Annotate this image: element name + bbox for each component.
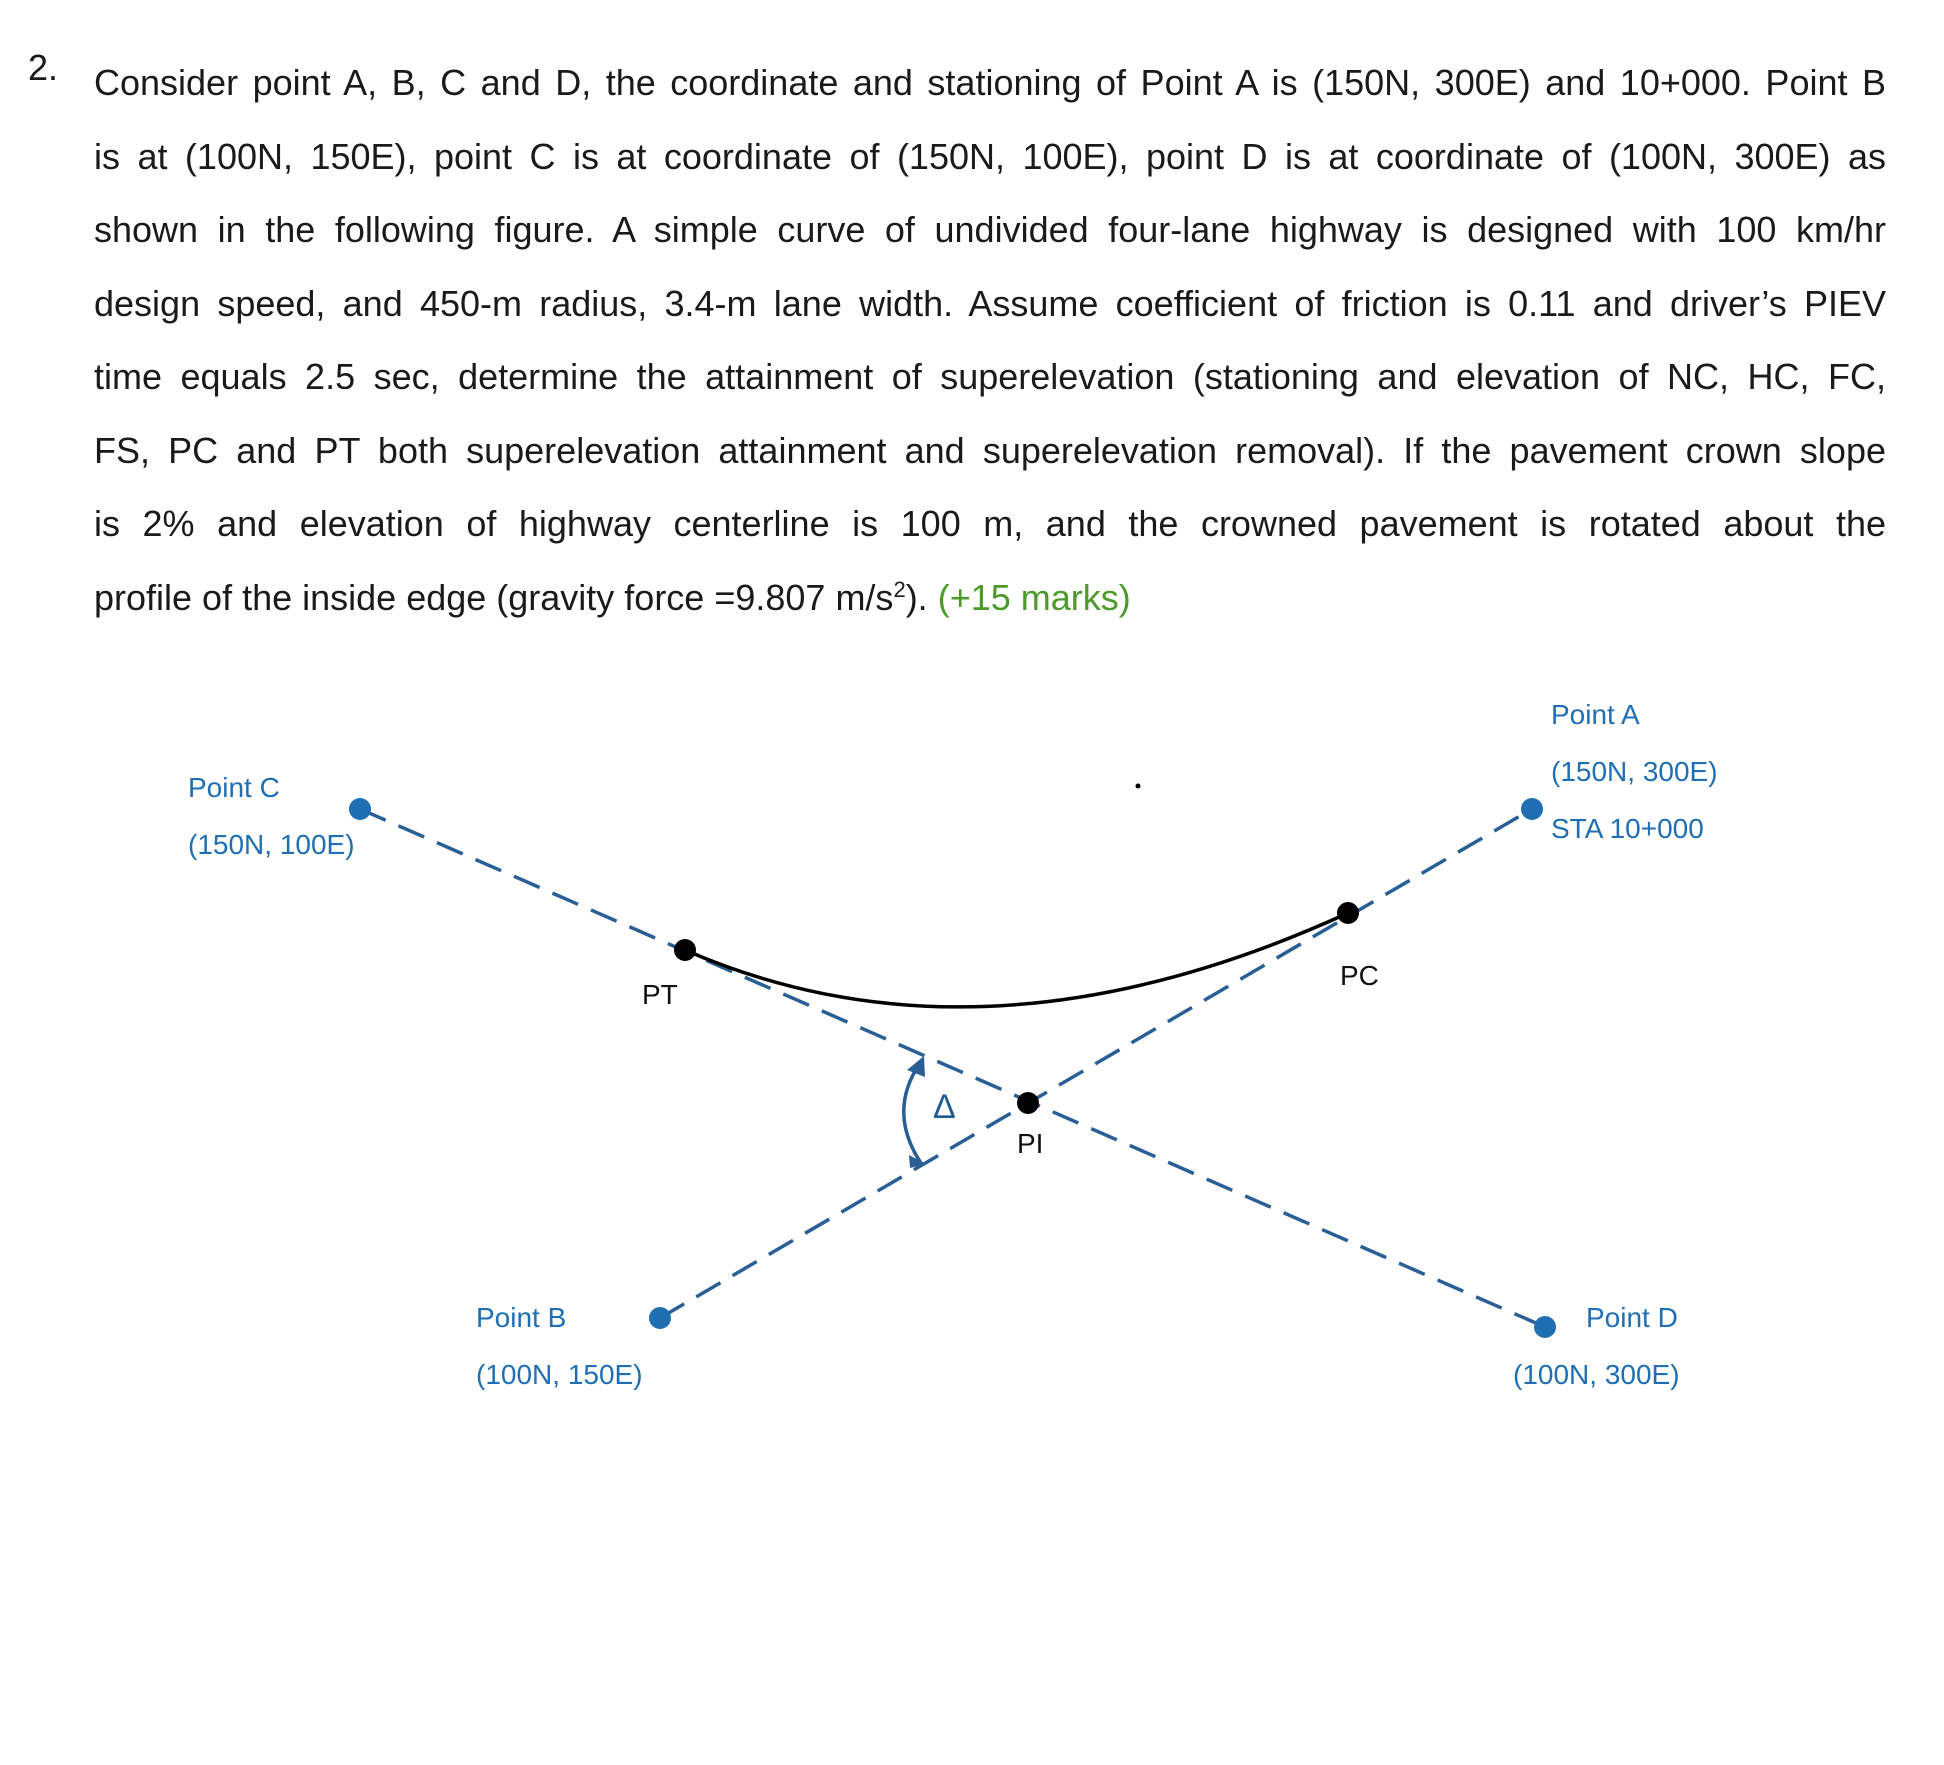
point-c-marker xyxy=(349,798,371,820)
point-b-marker xyxy=(649,1307,671,1329)
point-b-coord: (100N, 150E) xyxy=(476,1359,643,1390)
point-d-coord: (100N, 300E) xyxy=(1513,1359,1680,1390)
point-a-station: STA 10+000 xyxy=(1551,813,1704,844)
point-c-coord: (150N, 100E) xyxy=(188,829,355,860)
question-line: is 2% and elevation of highway centerline is 100 m, and the crowned pavement is rotated about the xyxy=(94,503,1886,544)
point-d-name: Point D xyxy=(1586,1302,1678,1333)
pc-marker xyxy=(1337,902,1359,924)
point-c-name: Point C xyxy=(188,772,280,803)
pt-label: PT xyxy=(642,979,678,1010)
tangent-line-b-a xyxy=(660,809,1532,1318)
pi-marker xyxy=(1017,1092,1039,1114)
point-a-marker xyxy=(1521,798,1543,820)
delta-arrow-top xyxy=(907,1056,925,1077)
point-a-coord: (150N, 300E) xyxy=(1551,756,1718,787)
stray-dot xyxy=(1136,784,1141,789)
question-number: 2. xyxy=(28,47,59,88)
superscript-two: 2 xyxy=(893,576,906,602)
pt-marker xyxy=(674,939,696,961)
question-line: design speed, and 450-m radius, 3.4-m lane width. Assume coefficient of friction is 0.11 and driver’s PIEV xyxy=(94,282,1886,324)
question-line: shown in the following figure. A simple curve of undivided four-lane highway is designed with 100 km/hr xyxy=(94,209,1886,250)
pc-label: PC xyxy=(1340,960,1379,991)
point-b-name: Point B xyxy=(476,1302,567,1333)
question-last-line-text: profile of the inside edge (gravity force =9.807 m/s xyxy=(94,576,894,618)
tangent-line-c-d xyxy=(360,809,1545,1327)
point-d-marker xyxy=(1534,1316,1556,1338)
marks-label: (+15 marks) xyxy=(937,576,1131,618)
point-a-name: Point A xyxy=(1551,699,1640,730)
question-last-line-suffix: ). xyxy=(905,576,928,618)
pi-label: PI xyxy=(1017,1128,1044,1159)
delta-symbol: Δ xyxy=(933,1088,956,1126)
question-line: Consider point A, B, C and D, the coordinate and stationing of Point A is (150N, 300E) and 10+000. Point B xyxy=(94,62,1886,103)
question-line: is at (100N, 150E), point C is at coordinate of (150N, 100E), point D is at coordinate of (100N, 300E) as xyxy=(94,135,1886,177)
delta-angle-arc xyxy=(904,1063,921,1163)
question-line: time equals 2.5 sec, determine the attainment of superelevation (stationing and elevation of NC, HC, FC, xyxy=(94,356,1886,397)
question-line: FS, PC and PT both superelevation attainment and superelevation removal). If the pavement crown slope xyxy=(94,429,1886,471)
